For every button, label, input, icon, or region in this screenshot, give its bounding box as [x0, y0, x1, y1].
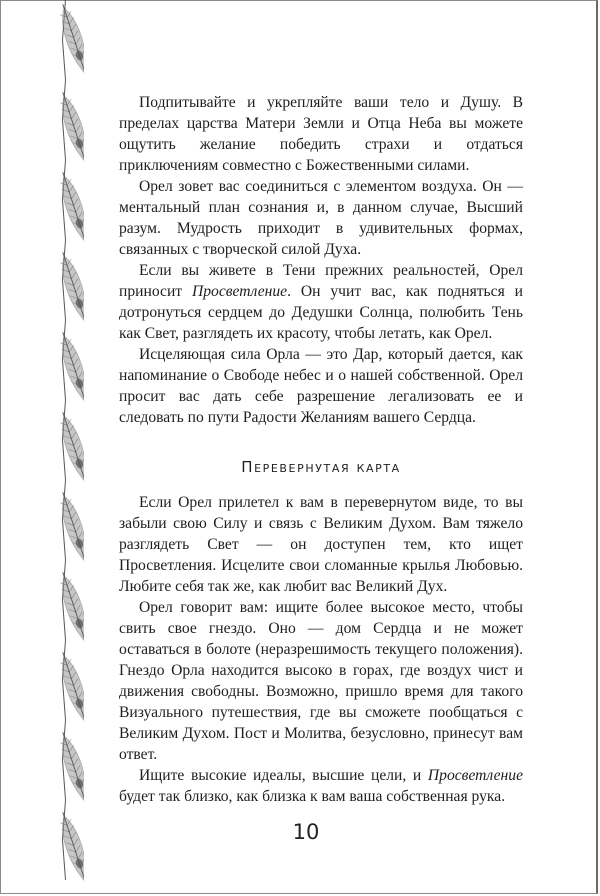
feather-vine-border	[34, 0, 84, 896]
feather-icon	[55, 250, 84, 331]
feather-icon	[55, 170, 84, 251]
paragraph: Подпитывайте и укрепляйте ваши тело и Душу. В пределах царства Матери Земли и Отца Неба вы можете ощутить желание победить страхи и отдаться приключениям совместно с Божественными силами.	[119, 94, 523, 174]
feather-icon	[55, 490, 84, 571]
feather-icon	[55, 570, 84, 651]
feather-vine-icon	[34, 0, 84, 896]
section-1-text	[119, 92, 523, 428]
paragraph: Ищите высокие идеалы, высшие цели, и Просветление будет так близко, как близка к вам ваша собственная рука.	[119, 767, 523, 805]
section-2-text	[119, 492, 523, 807]
feather-icon	[55, 90, 84, 171]
paragraph: Если вы живете в Тени прежних реальностей, Орел приносит Просветление. Он учит вас, как подняться и дотронуться сердцем до Дедушки Солнца, полюбить Тень как Свет, разглядеть их красоту, чтобы летать, как Орел.	[119, 262, 523, 342]
section-heading: Перевернутая карта	[241, 458, 401, 476]
page-number: 10	[292, 820, 320, 844]
paragraph: Орел говорит вам: ищите более высокое место, чтобы свить свое гнездо. Оно — дом Сердца и не может оставаться в болоте (неразрешимость текущего положения). Гнездо Орла находится высоко в горах, где воздух чист и движения свободны. Возможно, пришло время для такого Визуального путешествия, где вы сможете пообщаться с Великим Духом. Пост и Молитва, безусловно, принесут вам ответ.	[119, 599, 523, 763]
paragraph: Исцеляющая сила Орла — это Дар, который дается, как напоминание о Свободе небес и о нашей собственной. Орел просит вас дать себе разрешение легализовать ее и следовать по пути Радости Желаниям вашего Сердца.	[119, 346, 523, 426]
feather-icon	[55, 810, 84, 891]
feather-icon	[55, 410, 84, 491]
feather-icon	[55, 330, 84, 411]
feather-icon	[55, 730, 84, 811]
feather-icon	[55, 650, 84, 731]
feather-icon	[55, 2, 84, 83]
paragraph: Орел зовет вас соединиться с элементом воздуха. Он — ментальный план сознания и, в данном случае, Высший разум. Мудрость приходит в удивительных формах, связанных с творческой силой Духа.	[119, 178, 523, 258]
paragraph: Если Орел прилетел к вам в перевернутом виде, то вы забыли свою Силу и связь с Великим Духом. Вам тяжело разглядеть Свет — он доступен тем, кто ищет Просветления. Исцелите свои сломанные крылья Любовью. Любите себя так же, как любит вас Великий Дух.	[119, 494, 523, 595]
